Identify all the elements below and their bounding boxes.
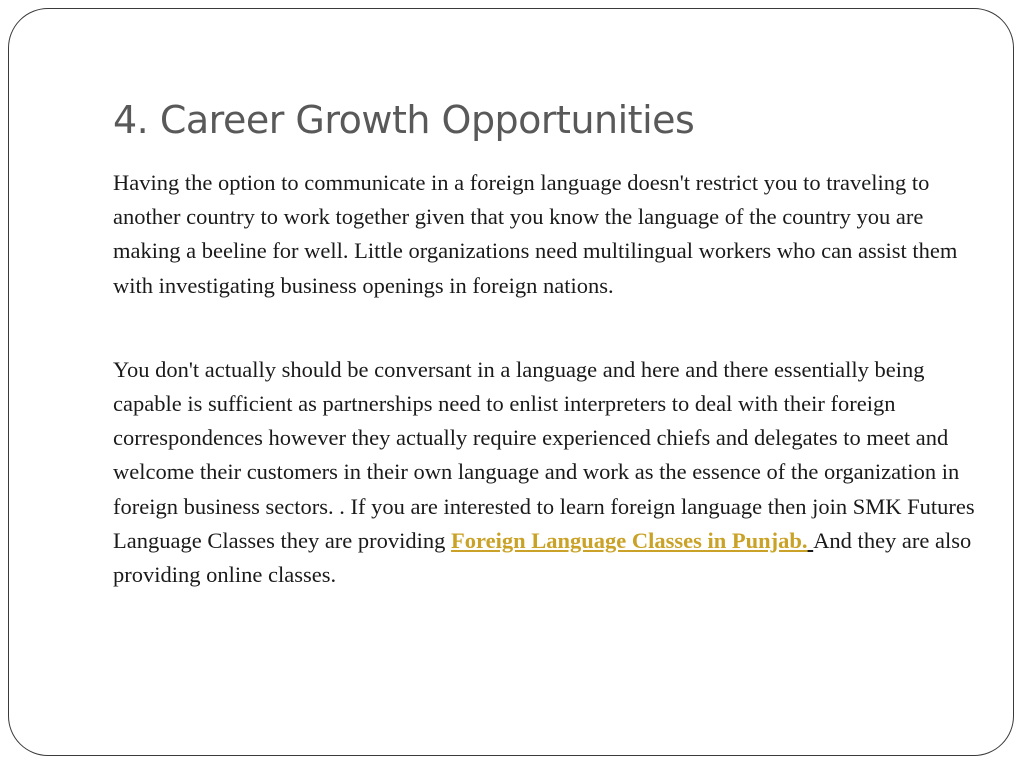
paragraph-2-text-before-link: You don't actually should be conversant in a language and here and there essentially being capable is sufficient as partnerships need to enlist interpreters to deal with their foreign correspondences however they actually require experienced chiefs and delegates to meet and welcome their customers in their own language and work as the essence of the organization in foreign business sectors. . If you are interested to learn foreign language then join SMK Futures Language Classes they are providing <box>113 356 975 553</box>
paragraph-2-text-after-link: And they are also providing online classes. <box>113 527 972 588</box>
paragraph-1: Having the option to communicate in a foreign language doesn't restrict you to traveling to another country to work together given that you know the language of the country you are making a beeline for well. Little organizations need multilingual workers who can assist them with investigating business openings in foreign nations. <box>113 170 958 298</box>
slide-title: 4. Career Growth Opportunities <box>113 98 695 142</box>
slide-body <box>113 166 983 592</box>
paragraph-2 <box>113 353 983 592</box>
foreign-language-classes-link[interactable]: Foreign Language Classes in Punjab. <box>451 527 808 553</box>
